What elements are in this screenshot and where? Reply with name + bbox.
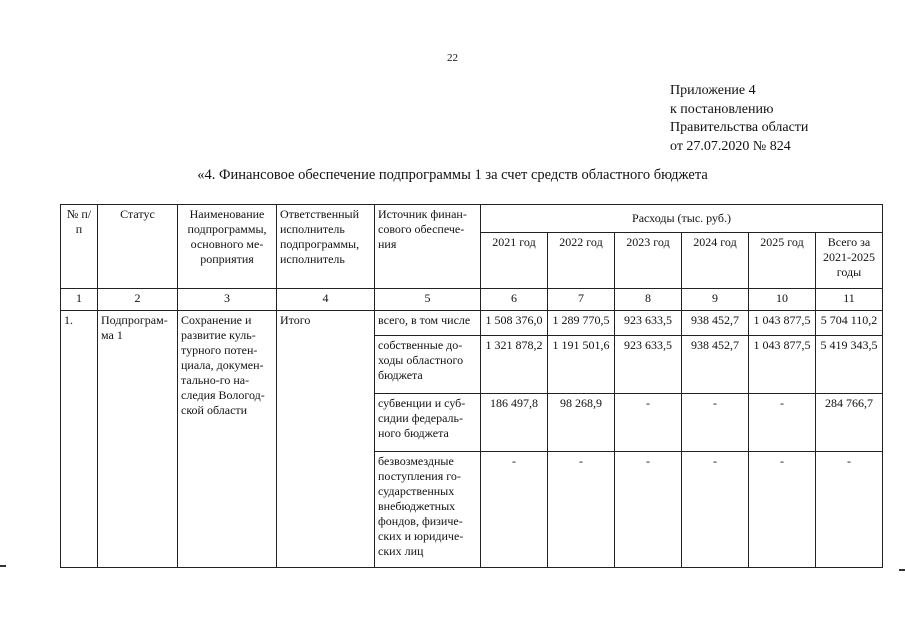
column-number: 2: [98, 289, 178, 311]
header-year-2022: 2022 год: [548, 233, 615, 289]
value-cell: 1 289 770,5: [548, 311, 615, 336]
appendix-line-2: к постановлению: [670, 101, 774, 117]
header-total: Всего за 2021-2025 годы: [816, 233, 883, 289]
column-number: 3: [178, 289, 277, 311]
column-number: 1: [61, 289, 98, 311]
column-number: 5: [375, 289, 481, 311]
appendix-block: [670, 82, 808, 156]
value-cell: 98 268,9: [548, 394, 615, 452]
document-title: «4. Финансовое обеспечение подпрограммы 1 за счет средств областного бюджета: [197, 167, 708, 183]
value-cell: -: [548, 452, 615, 568]
page-number: 22: [447, 52, 458, 64]
column-number: 6: [481, 289, 548, 311]
source-cell: субвенции и суб- сидии федераль- ного бюджета: [375, 394, 481, 452]
row-name: Сохранение и развитие куль- турного потен- циала, докумен- тально-го на- следия Вологод- ской области: [178, 311, 277, 568]
appendix-line-4: от 27.07.2020 № 824: [670, 138, 791, 154]
value-cell: -: [481, 452, 548, 568]
value-cell: 923 633,5: [615, 311, 682, 336]
source-cell: всего, в том числе: [375, 311, 481, 336]
header-source: Источник финан- сового обеспече- ния: [375, 205, 481, 289]
appendix-line-1: Приложение 4: [670, 83, 756, 98]
value-cell: 1 508 376,0: [481, 311, 548, 336]
value-cell: -: [615, 394, 682, 452]
source-cell: собственные до- ходы областного бюджета: [375, 336, 481, 394]
value-cell: 938 452,7: [682, 336, 749, 394]
header-year-2024: 2024 год: [682, 233, 749, 289]
column-number: 10: [749, 289, 816, 311]
value-cell: -: [749, 452, 816, 568]
column-numbers-row: [61, 289, 883, 311]
column-number: 9: [682, 289, 749, 311]
scan-edge-mark: [0, 565, 6, 567]
value-cell: 1 321 878,2: [481, 336, 548, 394]
header-executor: Ответственный исполнитель подпрограммы, исполнитель: [277, 205, 375, 289]
appendix-line-3: Правительства области: [670, 120, 809, 135]
value-cell: -: [816, 452, 883, 568]
value-cell: -: [682, 394, 749, 452]
value-cell: 923 633,5: [615, 336, 682, 394]
column-number: 4: [277, 289, 375, 311]
value-cell: 1 191 501,6: [548, 336, 615, 394]
budget-table: [60, 204, 883, 568]
value-cell: -: [615, 452, 682, 568]
value-cell: 1 043 877,5: [749, 336, 816, 394]
value-cell: 5 419 343,5: [816, 336, 883, 394]
column-number: 7: [548, 289, 615, 311]
value-cell: -: [682, 452, 749, 568]
column-number: 11: [816, 289, 883, 311]
header-year-2021: 2021 год: [481, 233, 548, 289]
header-status: Статус: [98, 205, 178, 289]
value-cell: 938 452,7: [682, 311, 749, 336]
value-cell: -: [749, 394, 816, 452]
row-executor: Итого: [277, 311, 375, 568]
header-name: Наименование подпрограммы, основного ме- роприятия: [178, 205, 277, 289]
row-num: 1.: [61, 311, 98, 568]
scan-edge-mark: [899, 569, 905, 571]
source-cell: безвозмездные поступления го- сударственных внебюджетных фондов, физиче- ских и юридиче- ских лиц: [375, 452, 481, 568]
header-num: № п/п: [61, 205, 98, 289]
header-expenses: Расходы (тыс. руб.): [481, 205, 883, 233]
value-cell: 5 704 110,2: [816, 311, 883, 336]
column-number: 8: [615, 289, 682, 311]
row-status: Подпрограм- ма 1: [98, 311, 178, 568]
value-cell: 1 043 877,5: [749, 311, 816, 336]
header-year-2023: 2023 год: [615, 233, 682, 289]
value-cell: 284 766,7: [816, 394, 883, 452]
header-year-2025: 2025 год: [749, 233, 816, 289]
value-cell: 186 497,8: [481, 394, 548, 452]
table-row: [61, 311, 883, 336]
